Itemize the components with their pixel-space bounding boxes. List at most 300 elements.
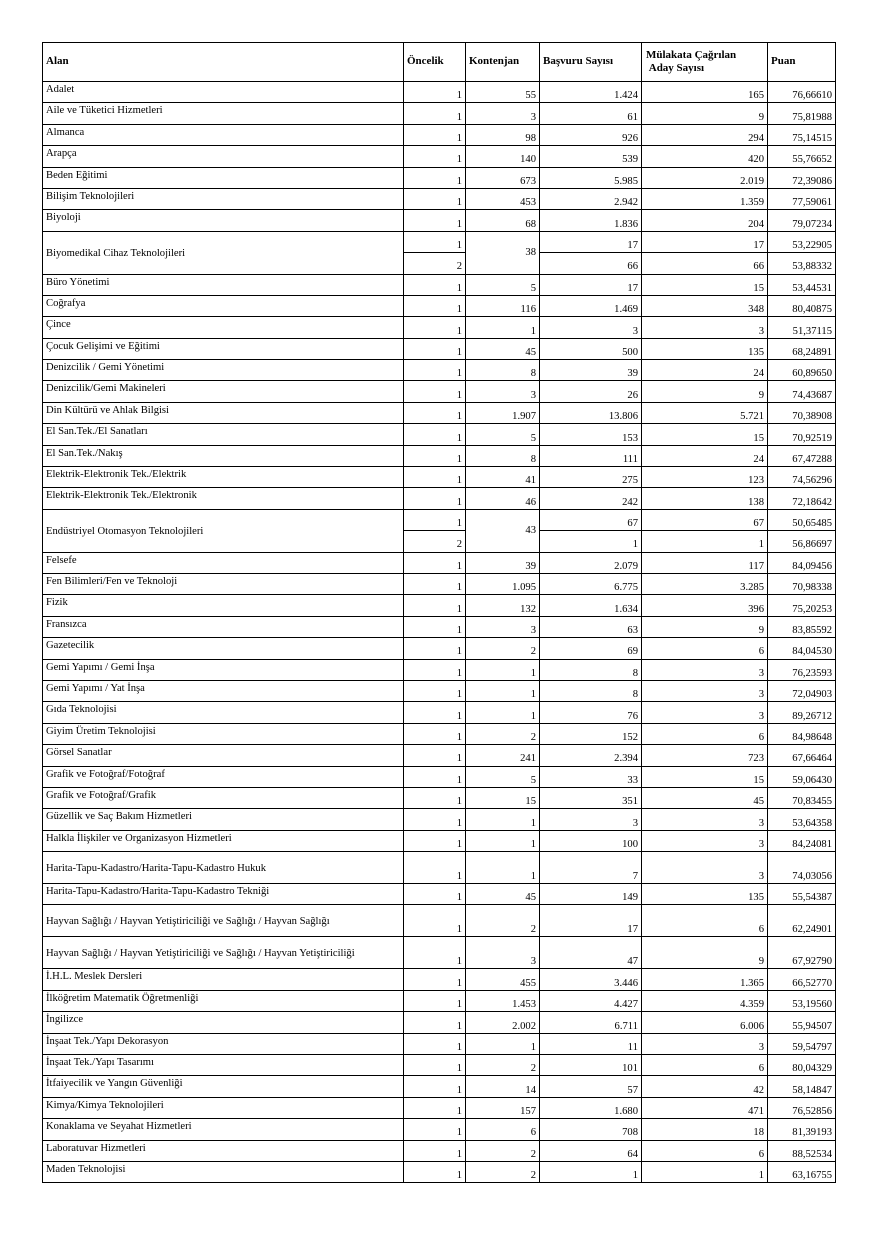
cell-oncelik: 1 bbox=[404, 146, 466, 167]
cell-alan: Gıda Teknolojisi bbox=[43, 702, 404, 723]
cell-oncelik: 1 bbox=[404, 573, 466, 594]
cell-basvuru: 11 bbox=[540, 1033, 642, 1054]
table-row bbox=[43, 146, 836, 167]
results-table bbox=[42, 42, 836, 1183]
cell-kontenjan: 2 bbox=[466, 1140, 540, 1161]
cell-mulakat: 9 bbox=[642, 937, 768, 969]
cell-alan: Gemi Yapımı / Yat İnşa bbox=[43, 680, 404, 701]
cell-mulakat: 6 bbox=[642, 905, 768, 937]
cell-alan: Bilişim Teknolojileri bbox=[43, 188, 404, 209]
cell-puan: 72,39086 bbox=[768, 167, 836, 188]
table-row bbox=[43, 82, 836, 103]
cell-kontenjan: 1.907 bbox=[466, 402, 540, 423]
cell-oncelik: 1 bbox=[404, 659, 466, 680]
table-row bbox=[43, 317, 836, 338]
cell-kontenjan: 157 bbox=[466, 1097, 540, 1118]
cell-alan: Denizcilik/Gemi Makineleri bbox=[43, 381, 404, 402]
cell-puan: 84,24081 bbox=[768, 830, 836, 851]
table-row bbox=[43, 1161, 836, 1182]
cell-puan: 75,14515 bbox=[768, 124, 836, 145]
header-mulakat bbox=[642, 43, 768, 82]
cell-alan: Fen Bilimleri/Fen ve Teknoloji bbox=[43, 573, 404, 594]
cell-mulakat: 396 bbox=[642, 595, 768, 616]
cell-puan: 84,98648 bbox=[768, 723, 836, 744]
cell-puan: 53,22905 bbox=[768, 231, 836, 252]
cell-oncelik: 1 bbox=[404, 680, 466, 701]
cell-puan: 84,09456 bbox=[768, 552, 836, 573]
cell-basvuru: 153 bbox=[540, 424, 642, 445]
table-row bbox=[43, 1140, 836, 1161]
cell-puan: 67,66464 bbox=[768, 745, 836, 766]
table-row bbox=[43, 905, 836, 937]
cell-mulakat: 294 bbox=[642, 124, 768, 145]
cell-basvuru: 1.469 bbox=[540, 295, 642, 316]
cell-alan: Felsefe bbox=[43, 552, 404, 573]
cell-kontenjan: 116 bbox=[466, 295, 540, 316]
cell-oncelik: 1 bbox=[404, 317, 466, 338]
cell-puan: 80,40875 bbox=[768, 295, 836, 316]
cell-alan: Coğrafya bbox=[43, 295, 404, 316]
cell-mulakat: 15 bbox=[642, 424, 768, 445]
cell-oncelik: 1 bbox=[404, 488, 466, 509]
cell-puan: 74,56296 bbox=[768, 467, 836, 488]
cell-basvuru: 61 bbox=[540, 103, 642, 124]
cell-kontenjan: 14 bbox=[466, 1076, 540, 1097]
cell-oncelik: 1 bbox=[404, 830, 466, 851]
cell-mulakat: 24 bbox=[642, 445, 768, 466]
cell-mulakat: 6 bbox=[642, 723, 768, 744]
cell-basvuru: 8 bbox=[540, 680, 642, 701]
cell-alan: Din Kültürü ve Ahlak Bilgisi bbox=[43, 402, 404, 423]
cell-alan: Maden Teknolojisi bbox=[43, 1161, 404, 1182]
cell-oncelik: 1 bbox=[404, 338, 466, 359]
table-row bbox=[43, 1012, 836, 1033]
cell-oncelik: 1 bbox=[404, 745, 466, 766]
cell-mulakat: 4.359 bbox=[642, 990, 768, 1011]
cell-mulakat: 420 bbox=[642, 146, 768, 167]
cell-mulakat: 1.359 bbox=[642, 188, 768, 209]
cell-basvuru: 1.836 bbox=[540, 210, 642, 231]
cell-puan: 76,52856 bbox=[768, 1097, 836, 1118]
cell-oncelik: 2 bbox=[404, 531, 466, 552]
cell-kontenjan: 2 bbox=[466, 905, 540, 937]
cell-basvuru: 539 bbox=[540, 146, 642, 167]
cell-alan: Fransızca bbox=[43, 616, 404, 637]
cell-oncelik: 1 bbox=[404, 552, 466, 573]
cell-alan: Kimya/Kimya Teknolojileri bbox=[43, 1097, 404, 1118]
cell-puan: 76,23593 bbox=[768, 659, 836, 680]
cell-mulakat: 723 bbox=[642, 745, 768, 766]
table-row bbox=[43, 830, 836, 851]
cell-puan: 84,04530 bbox=[768, 638, 836, 659]
cell-puan: 70,98338 bbox=[768, 573, 836, 594]
cell-mulakat: 1 bbox=[642, 531, 768, 552]
cell-puan: 53,88332 bbox=[768, 253, 836, 274]
table-row bbox=[43, 766, 836, 787]
cell-alan: İlköğretim Matematik Öğretmenliği bbox=[43, 990, 404, 1011]
cell-mulakat: 17 bbox=[642, 231, 768, 252]
cell-alan: Adalet bbox=[43, 82, 404, 103]
cell-kontenjan: 2 bbox=[466, 1161, 540, 1182]
table-row bbox=[43, 231, 836, 252]
cell-kontenjan: 1 bbox=[466, 809, 540, 830]
cell-puan: 55,76652 bbox=[768, 146, 836, 167]
cell-kontenjan: 1 bbox=[466, 830, 540, 851]
cell-alan: Gemi Yapımı / Gemi İnşa bbox=[43, 659, 404, 680]
cell-puan: 55,94507 bbox=[768, 1012, 836, 1033]
table-row bbox=[43, 1055, 836, 1076]
cell-alan: Beden Eğitimi bbox=[43, 167, 404, 188]
cell-alan: Denizcilik / Gemi Yönetimi bbox=[43, 360, 404, 381]
table-row bbox=[43, 680, 836, 701]
cell-basvuru: 13.806 bbox=[540, 402, 642, 423]
cell-alan: El San.Tek./Nakış bbox=[43, 445, 404, 466]
cell-basvuru: 66 bbox=[540, 253, 642, 274]
cell-kontenjan: 5 bbox=[466, 424, 540, 445]
table-row bbox=[43, 990, 836, 1011]
cell-puan: 77,59061 bbox=[768, 188, 836, 209]
table-row bbox=[43, 616, 836, 637]
cell-alan: Hayvan Sağlığı / Hayvan Yetiştiriciliği ve Sağlığı / Hayvan Sağlığı bbox=[43, 905, 404, 937]
cell-mulakat: 3.285 bbox=[642, 573, 768, 594]
table-row bbox=[43, 124, 836, 145]
cell-basvuru: 17 bbox=[540, 274, 642, 295]
cell-puan: 72,04903 bbox=[768, 680, 836, 701]
table-row bbox=[43, 969, 836, 990]
header-mulakat-line1: Mülakata Çağrılan bbox=[646, 49, 737, 62]
cell-alan: Çocuk Gelişimi ve Eğitimi bbox=[43, 338, 404, 359]
table-row bbox=[43, 638, 836, 659]
cell-oncelik: 1 bbox=[404, 360, 466, 381]
cell-basvuru: 26 bbox=[540, 381, 642, 402]
table-row bbox=[43, 1076, 836, 1097]
results-table-container bbox=[42, 42, 836, 1183]
cell-kontenjan: 1 bbox=[466, 659, 540, 680]
cell-puan: 74,03056 bbox=[768, 852, 836, 884]
cell-basvuru: 76 bbox=[540, 702, 642, 723]
cell-oncelik: 1 bbox=[404, 787, 466, 808]
header-oncelik: Öncelik bbox=[404, 43, 466, 82]
cell-basvuru: 17 bbox=[540, 905, 642, 937]
cell-basvuru: 149 bbox=[540, 884, 642, 905]
table-row bbox=[43, 809, 836, 830]
cell-kontenjan: 45 bbox=[466, 338, 540, 359]
cell-mulakat: 5.721 bbox=[642, 402, 768, 423]
cell-kontenjan: 43 bbox=[466, 509, 540, 552]
cell-alan: Çince bbox=[43, 317, 404, 338]
cell-kontenjan: 1 bbox=[466, 317, 540, 338]
cell-kontenjan: 453 bbox=[466, 188, 540, 209]
cell-mulakat: 3 bbox=[642, 680, 768, 701]
cell-oncelik: 1 bbox=[404, 1055, 466, 1076]
table-row bbox=[43, 573, 836, 594]
cell-alan: Görsel Sanatlar bbox=[43, 745, 404, 766]
cell-mulakat: 18 bbox=[642, 1119, 768, 1140]
cell-kontenjan: 38 bbox=[466, 231, 540, 274]
table-header-row bbox=[43, 43, 836, 82]
cell-puan: 89,26712 bbox=[768, 702, 836, 723]
table-row bbox=[43, 745, 836, 766]
cell-mulakat: 3 bbox=[642, 659, 768, 680]
cell-kontenjan: 8 bbox=[466, 445, 540, 466]
cell-mulakat: 24 bbox=[642, 360, 768, 381]
cell-basvuru: 242 bbox=[540, 488, 642, 509]
cell-mulakat: 3 bbox=[642, 809, 768, 830]
cell-oncelik: 1 bbox=[404, 1161, 466, 1182]
table-row bbox=[43, 188, 836, 209]
cell-oncelik: 1 bbox=[404, 402, 466, 423]
table-row bbox=[43, 360, 836, 381]
cell-kontenjan: 98 bbox=[466, 124, 540, 145]
cell-kontenjan: 673 bbox=[466, 167, 540, 188]
cell-basvuru: 152 bbox=[540, 723, 642, 744]
cell-alan: Güzellik ve Saç Bakım Hizmetleri bbox=[43, 809, 404, 830]
cell-oncelik: 1 bbox=[404, 210, 466, 231]
cell-alan: Grafik ve Fotoğraf/Grafik bbox=[43, 787, 404, 808]
cell-mulakat: 45 bbox=[642, 787, 768, 808]
cell-mulakat: 66 bbox=[642, 253, 768, 274]
cell-mulakat: 135 bbox=[642, 884, 768, 905]
cell-kontenjan: 3 bbox=[466, 937, 540, 969]
cell-oncelik: 1 bbox=[404, 937, 466, 969]
cell-puan: 50,65485 bbox=[768, 509, 836, 530]
cell-alan: Biyomedikal Cihaz Teknolojileri bbox=[43, 231, 404, 274]
table-row bbox=[43, 274, 836, 295]
cell-kontenjan: 1 bbox=[466, 1033, 540, 1054]
cell-mulakat: 6.006 bbox=[642, 1012, 768, 1033]
cell-puan: 58,14847 bbox=[768, 1076, 836, 1097]
cell-mulakat: 204 bbox=[642, 210, 768, 231]
cell-basvuru: 1 bbox=[540, 531, 642, 552]
cell-puan: 60,89650 bbox=[768, 360, 836, 381]
table-row bbox=[43, 509, 836, 530]
table-row bbox=[43, 884, 836, 905]
cell-oncelik: 1 bbox=[404, 1140, 466, 1161]
cell-mulakat: 9 bbox=[642, 616, 768, 637]
header-puan: Puan bbox=[768, 43, 836, 82]
cell-kontenjan: 3 bbox=[466, 381, 540, 402]
cell-oncelik: 1 bbox=[404, 509, 466, 530]
cell-alan: Hayvan Sağlığı / Hayvan Yetiştiriciliği ve Sağlığı / Hayvan Yetiştiriciliği bbox=[43, 937, 404, 969]
table-row bbox=[43, 402, 836, 423]
cell-puan: 53,19560 bbox=[768, 990, 836, 1011]
cell-basvuru: 7 bbox=[540, 852, 642, 884]
cell-oncelik: 1 bbox=[404, 381, 466, 402]
table-row bbox=[43, 552, 836, 573]
cell-alan: Endüstriyel Otomasyon Teknolojileri bbox=[43, 509, 404, 552]
cell-mulakat: 165 bbox=[642, 82, 768, 103]
cell-basvuru: 47 bbox=[540, 937, 642, 969]
cell-alan: Aile ve Tüketici Hizmetleri bbox=[43, 103, 404, 124]
cell-alan: El San.Tek./El Sanatları bbox=[43, 424, 404, 445]
cell-kontenjan: 55 bbox=[466, 82, 540, 103]
cell-oncelik: 1 bbox=[404, 188, 466, 209]
cell-oncelik: 1 bbox=[404, 1119, 466, 1140]
cell-mulakat: 1 bbox=[642, 1161, 768, 1182]
cell-puan: 59,06430 bbox=[768, 766, 836, 787]
cell-mulakat: 6 bbox=[642, 1140, 768, 1161]
cell-puan: 74,43687 bbox=[768, 381, 836, 402]
cell-kontenjan: 455 bbox=[466, 969, 540, 990]
cell-basvuru: 275 bbox=[540, 467, 642, 488]
cell-basvuru: 4.427 bbox=[540, 990, 642, 1011]
cell-basvuru: 33 bbox=[540, 766, 642, 787]
cell-alan: Arapça bbox=[43, 146, 404, 167]
cell-mulakat: 117 bbox=[642, 552, 768, 573]
header-alan: Alan bbox=[43, 43, 404, 82]
cell-oncelik: 1 bbox=[404, 424, 466, 445]
cell-kontenjan: 45 bbox=[466, 884, 540, 905]
cell-kontenjan: 241 bbox=[466, 745, 540, 766]
cell-puan: 79,07234 bbox=[768, 210, 836, 231]
cell-mulakat: 135 bbox=[642, 338, 768, 359]
cell-oncelik: 1 bbox=[404, 766, 466, 787]
cell-puan: 81,39193 bbox=[768, 1119, 836, 1140]
cell-oncelik: 1 bbox=[404, 231, 466, 252]
cell-mulakat: 123 bbox=[642, 467, 768, 488]
cell-basvuru: 3 bbox=[540, 317, 642, 338]
table-row bbox=[43, 595, 836, 616]
cell-kontenjan: 5 bbox=[466, 766, 540, 787]
table-row bbox=[43, 381, 836, 402]
cell-oncelik: 1 bbox=[404, 969, 466, 990]
cell-alan: Halkla İlişkiler ve Organizasyon Hizmetleri bbox=[43, 830, 404, 851]
cell-mulakat: 3 bbox=[642, 830, 768, 851]
table-row bbox=[43, 702, 836, 723]
cell-kontenjan: 2 bbox=[466, 638, 540, 659]
cell-oncelik: 1 bbox=[404, 1076, 466, 1097]
cell-puan: 67,47288 bbox=[768, 445, 836, 466]
cell-kontenjan: 8 bbox=[466, 360, 540, 381]
cell-kontenjan: 132 bbox=[466, 595, 540, 616]
table-row bbox=[43, 1119, 836, 1140]
cell-kontenjan: 2 bbox=[466, 1055, 540, 1076]
cell-alan: İtfaiyecilik ve Yangın Güvenliği bbox=[43, 1076, 404, 1097]
cell-oncelik: 1 bbox=[404, 124, 466, 145]
cell-basvuru: 926 bbox=[540, 124, 642, 145]
table-row bbox=[43, 467, 836, 488]
cell-basvuru: 1.680 bbox=[540, 1097, 642, 1118]
cell-basvuru: 2.079 bbox=[540, 552, 642, 573]
cell-kontenjan: 5 bbox=[466, 274, 540, 295]
table-row bbox=[43, 1097, 836, 1118]
cell-mulakat: 6 bbox=[642, 638, 768, 659]
cell-alan: Büro Yönetimi bbox=[43, 274, 404, 295]
cell-oncelik: 1 bbox=[404, 82, 466, 103]
cell-oncelik: 1 bbox=[404, 1097, 466, 1118]
cell-basvuru: 100 bbox=[540, 830, 642, 851]
cell-basvuru: 111 bbox=[540, 445, 642, 466]
cell-kontenjan: 1.453 bbox=[466, 990, 540, 1011]
cell-puan: 80,04329 bbox=[768, 1055, 836, 1076]
cell-kontenjan: 1 bbox=[466, 702, 540, 723]
cell-puan: 56,86697 bbox=[768, 531, 836, 552]
cell-basvuru: 6.711 bbox=[540, 1012, 642, 1033]
cell-puan: 67,92790 bbox=[768, 937, 836, 969]
table-row bbox=[43, 424, 836, 445]
cell-basvuru: 39 bbox=[540, 360, 642, 381]
cell-puan: 88,52534 bbox=[768, 1140, 836, 1161]
cell-mulakat: 9 bbox=[642, 103, 768, 124]
cell-basvuru: 2.942 bbox=[540, 188, 642, 209]
cell-oncelik: 1 bbox=[404, 809, 466, 830]
cell-basvuru: 1.424 bbox=[540, 82, 642, 103]
cell-basvuru: 1 bbox=[540, 1161, 642, 1182]
cell-alan: İnşaat Tek./Yapı Tasarımı bbox=[43, 1055, 404, 1076]
cell-mulakat: 9 bbox=[642, 381, 768, 402]
cell-oncelik: 1 bbox=[404, 274, 466, 295]
cell-mulakat: 3 bbox=[642, 1033, 768, 1054]
cell-kontenjan: 3 bbox=[466, 103, 540, 124]
cell-mulakat: 67 bbox=[642, 509, 768, 530]
header-basvuru: Başvuru Sayısı bbox=[540, 43, 642, 82]
cell-kontenjan: 68 bbox=[466, 210, 540, 231]
cell-puan: 51,37115 bbox=[768, 317, 836, 338]
cell-oncelik: 1 bbox=[404, 595, 466, 616]
cell-oncelik: 1 bbox=[404, 852, 466, 884]
cell-puan: 66,52770 bbox=[768, 969, 836, 990]
cell-oncelik: 1 bbox=[404, 103, 466, 124]
table-row bbox=[43, 445, 836, 466]
table-row bbox=[43, 338, 836, 359]
cell-basvuru: 5.985 bbox=[540, 167, 642, 188]
cell-mulakat: 3 bbox=[642, 317, 768, 338]
cell-kontenjan: 15 bbox=[466, 787, 540, 808]
cell-puan: 72,18642 bbox=[768, 488, 836, 509]
cell-kontenjan: 3 bbox=[466, 616, 540, 637]
table-row bbox=[43, 295, 836, 316]
cell-puan: 63,16755 bbox=[768, 1161, 836, 1182]
cell-puan: 53,44531 bbox=[768, 274, 836, 295]
cell-puan: 59,54797 bbox=[768, 1033, 836, 1054]
cell-mulakat: 471 bbox=[642, 1097, 768, 1118]
table-row bbox=[43, 103, 836, 124]
cell-mulakat: 1.365 bbox=[642, 969, 768, 990]
cell-puan: 68,24891 bbox=[768, 338, 836, 359]
cell-basvuru: 63 bbox=[540, 616, 642, 637]
cell-kontenjan: 39 bbox=[466, 552, 540, 573]
cell-mulakat: 15 bbox=[642, 274, 768, 295]
cell-alan: İngilizce bbox=[43, 1012, 404, 1033]
cell-oncelik: 1 bbox=[404, 723, 466, 744]
cell-mulakat: 2.019 bbox=[642, 167, 768, 188]
cell-puan: 70,92519 bbox=[768, 424, 836, 445]
cell-basvuru: 3 bbox=[540, 809, 642, 830]
cell-oncelik: 2 bbox=[404, 253, 466, 274]
cell-basvuru: 8 bbox=[540, 659, 642, 680]
cell-basvuru: 57 bbox=[540, 1076, 642, 1097]
cell-mulakat: 6 bbox=[642, 1055, 768, 1076]
cell-kontenjan: 1.095 bbox=[466, 573, 540, 594]
cell-alan: Fizik bbox=[43, 595, 404, 616]
table-row bbox=[43, 723, 836, 744]
cell-oncelik: 1 bbox=[404, 702, 466, 723]
cell-basvuru: 64 bbox=[540, 1140, 642, 1161]
cell-oncelik: 1 bbox=[404, 638, 466, 659]
table-row bbox=[43, 852, 836, 884]
cell-puan: 75,20253 bbox=[768, 595, 836, 616]
cell-mulakat: 138 bbox=[642, 488, 768, 509]
cell-basvuru: 6.775 bbox=[540, 573, 642, 594]
cell-puan: 75,81988 bbox=[768, 103, 836, 124]
cell-alan: Biyoloji bbox=[43, 210, 404, 231]
cell-alan: Harita-Tapu-Kadastro/Harita-Tapu-Kadastro Hukuk bbox=[43, 852, 404, 884]
cell-puan: 53,64358 bbox=[768, 809, 836, 830]
cell-alan: Giyim Üretim Teknolojisi bbox=[43, 723, 404, 744]
header-mulakat-line2: Aday Sayısı bbox=[648, 62, 705, 74]
cell-puan: 83,85592 bbox=[768, 616, 836, 637]
cell-basvuru: 69 bbox=[540, 638, 642, 659]
